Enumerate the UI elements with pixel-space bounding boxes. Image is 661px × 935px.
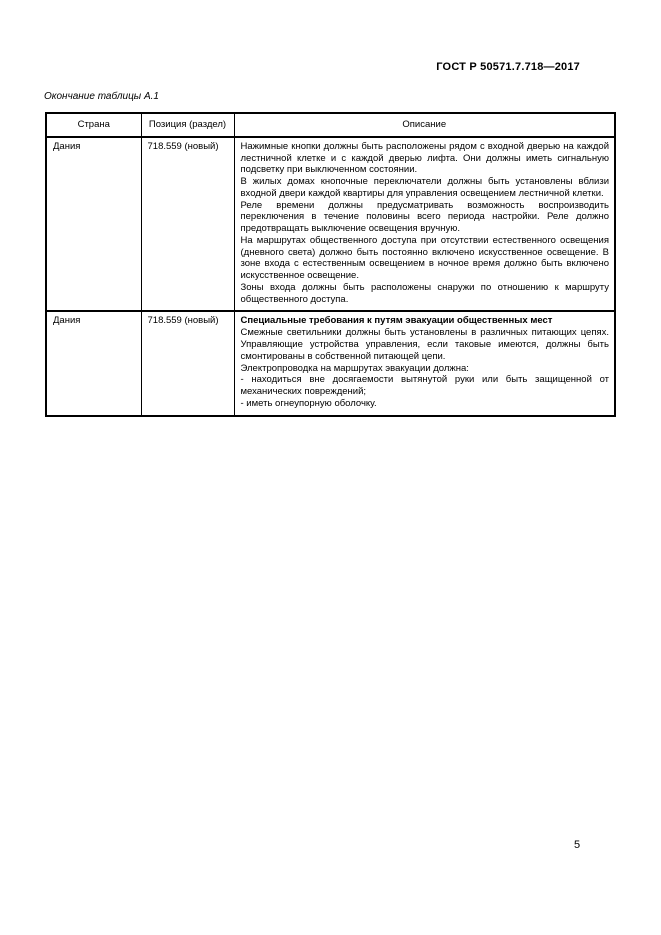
- cell-description: [234, 311, 615, 415]
- cell-description: [234, 137, 615, 312]
- description-paragraph: На маршрутах общественного доступа при отсутствии естественного освещения (дневного света) должно быть постоянно включено искусственное освещение. В зоне входа с естественным освещением в ночное время должно быть включено искусственное освещение.: [240, 234, 609, 282]
- page-number: 5: [574, 839, 581, 851]
- table-a1: [45, 112, 616, 417]
- cell-position: 718.559 (новый): [141, 311, 234, 415]
- doc-number: ГОСТ Р 50571.7.718—2017: [436, 61, 580, 73]
- table-caption: Окончание таблицы А.1: [44, 91, 159, 102]
- description-paragraph: Нажимные кнопки должны быть расположены рядом с входной дверью на каждой лестничной клетке и с каждой дверью лифта. Они должны иметь сигнальную подсветку при выключенном состоянии.: [240, 140, 609, 176]
- column-header-description: Описание: [234, 113, 615, 137]
- column-header-position: Позиция (раздел): [141, 113, 234, 137]
- table-row: [46, 137, 615, 312]
- description-paragraph: Электропроводка на маршрутах эвакуации должна:: [240, 362, 469, 374]
- description-paragraph: Зоны входа должны быть расположены снаружи по отношению к маршруту общественного доступа.: [240, 281, 609, 305]
- cell-position: 718.559 (новый): [141, 137, 234, 312]
- column-header-country: Страна: [46, 113, 141, 137]
- cell-country: Дания: [46, 311, 141, 415]
- description-paragraph: - находиться вне досягаемости вытянутой руки или быть защищенной от механических повреждений;: [240, 374, 609, 398]
- description-paragraph: В жилых домах кнопочные переключатели должны быть установлены вблизи входной двери каждой квартиры для управления освещением лестничной клетки.: [240, 176, 609, 199]
- requirements-table: [45, 112, 616, 417]
- description-paragraph: - иметь огнеупорную оболочку.: [240, 397, 377, 409]
- cell-country: Дания: [46, 137, 141, 312]
- description-paragraph: Реле времени должны предусматривать возможность воспроизводить переключения в течение половины всего периода настройки. Реле должно предотвращать выключение освещения вручную.: [240, 199, 609, 235]
- description-heading: Специальные требования к путям эвакуации общественных мест: [240, 315, 553, 327]
- description-paragraph: Смежные светильники должны быть установлены в различных питающих цепях. Управляющие устройства управления, если таковые имеются, должны быть смонтированы в собственной питающей цепи.: [240, 327, 609, 362]
- table-header-row: [46, 113, 615, 137]
- table-row: [46, 311, 615, 415]
